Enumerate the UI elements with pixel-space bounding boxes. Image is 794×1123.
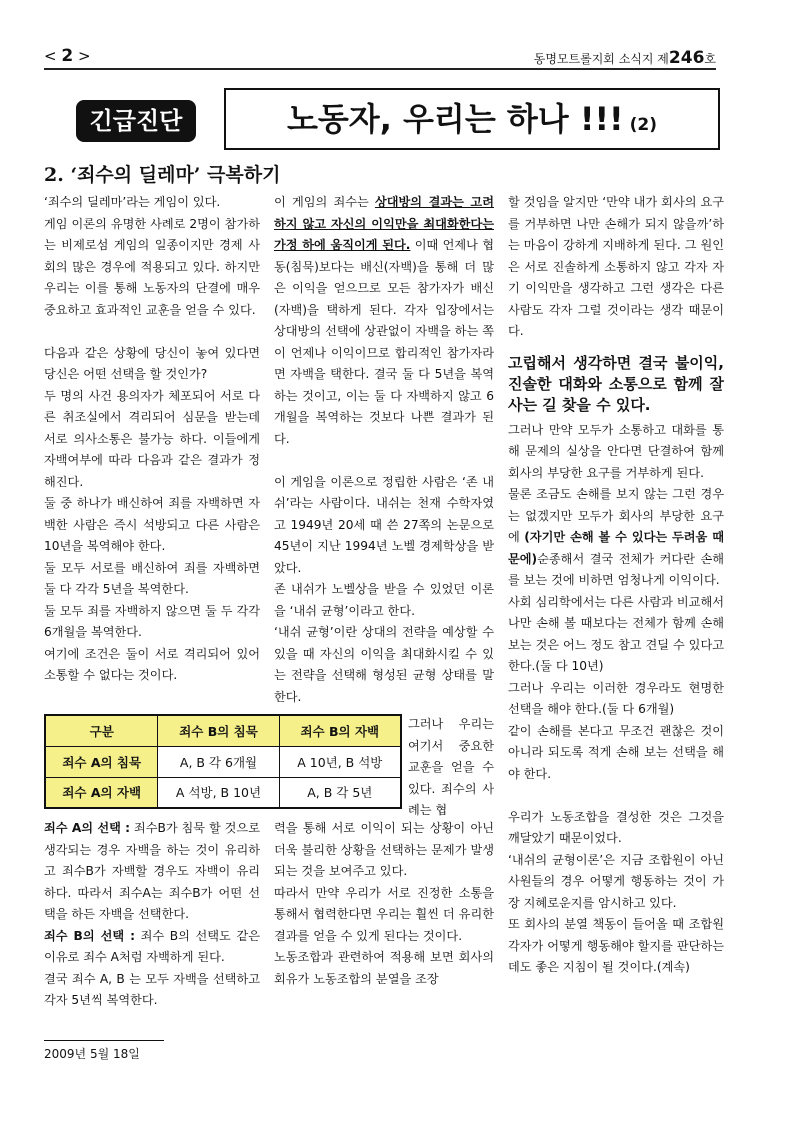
paragraph: 사회 심리학에서는 다른 사람과 비교해서 나만 손해 볼 때보다는 전체가 함께 손해 보는 것은 어느 정도 참고 견딜 수 있다고 한다.(둘 다 10년) (508, 594, 724, 673)
table-row (45, 777, 401, 808)
paragraph (508, 484, 724, 592)
table-header-cell: 죄수 B의 침묵 (158, 715, 279, 746)
issue-suffix: 호 (704, 52, 716, 66)
column-2 (274, 192, 494, 708)
paragraph: ‘죄수의 딜레마’라는 게임이 있다. (44, 195, 221, 209)
table-cell: A 석방, B 10년 (158, 777, 279, 808)
column-1 (44, 192, 260, 687)
paragraph: 노동조합과 관련하여 적용해 보면 회사의 회유가 노동조합의 분열을 조장 (274, 950, 494, 986)
table-header-row (45, 715, 401, 746)
table-header-cell: 죄수 B의 자백 (279, 715, 401, 746)
paragraph: 다음과 같은 상황에 당신이 놓여 있다면 당신은 어떤 선택을 할 것인가? (44, 345, 260, 381)
title-main: 노동자, 우리는 하나 !!! (286, 100, 624, 138)
paragraph: 할 것임을 알지만 ‘만약 내가 회사의 요구를 거부하면 나만 손해가 되지 않을까’하는 마음이 강하게 지배하게 된다. 그 원인은 서로 진솔하게 소통하지 않고 각자 자기 이익만을 생각하고 그런 생각은 다른 사람도 각자 그럴 것이라는 생각 때문이다. (508, 195, 724, 338)
table-row-label: 죄수 A의 자백 (45, 777, 158, 808)
page-header (44, 44, 716, 70)
paragraph: 우리가 노동조합을 결성한 것은 그것을 깨달았기 때문이었다. (508, 809, 724, 845)
paragraph: 둘 중 하나가 배신하여 죄를 자백하면 자백한 사람은 즉시 석방되고 다른 사람은 10년을 복역해야 한다. (44, 496, 260, 553)
issue-number: 246 (668, 48, 705, 68)
newsletter-name: 동명모트롤지회 소식지 제 (533, 52, 669, 66)
table-row (45, 746, 401, 777)
paragraph (44, 818, 260, 926)
text-run: 물론 조금도 손해를 보지 않는 그런 경우는 없겠지만 모두가 회사의 부당한 요구에 (508, 487, 724, 544)
paragraph: 둘 모두 서로를 배신하여 죄를 자백하면 둘 다 각각 5년을 복역한다. (44, 560, 260, 596)
table-side-text: 그러나 우리는 여기서 중요한 교훈을 얻을 수 있다. 죄수의 사례는 협 (408, 717, 494, 817)
table-header-cell: 구분 (45, 715, 158, 746)
choice-a-label: 죄수 A의 선택 : (44, 821, 131, 835)
subheading: 고립해서 생각하면 결국 불이익, 진솔한 대화와 소통으로 함께 잘 사는 길 찾을 수 있다. (508, 353, 724, 414)
section-title: 2. ‘죄수의 딜레마’ 극복하기 (44, 164, 281, 186)
paragraph: 또 회사의 분열 책동이 들어올 때 조합원 각자가 어떻게 행동해야 할지를 판단하는데도 좋은 지침이 될 것이다.(계속) (508, 917, 724, 974)
table-row-label: 죄수 A의 침묵 (45, 746, 158, 777)
text-run: 이 게임의 죄수는 (274, 195, 375, 209)
paragraph: 게임 이론의 유명한 사례로 2명이 참가하는 비제로섬 게임의 일종이지만 경제 사회의 많은 경우에 적용되고 있다. 하지만 우리는 이를 통해 노동자의 단결에 매우 중요하고 효과적인 교훈을 얻을 수 있다. (44, 216, 260, 317)
paragraph: 둘 모두 죄를 자백하지 않으면 둘 두 각각 6개월을 복역한다. (44, 603, 260, 639)
paragraph: 결국 죄수 A, B 는 모두 자백을 선택하고 각자 5년씩 복역한다. (44, 971, 260, 1007)
paragraph: ‘내쉬의 균형이론’은 지금 조합원이 아닌 사원들의 경우 어떻게 행동하는 것이 가장 지혜로운지를 암시하고 있다. (508, 852, 724, 910)
text-run: 이때 언제나 협동(침묵)보다는 배신(자백)을 통해 더 많은 이익을 얻으므로 모든 참가자가 배신(자백)을 택하게 된다. 각자 입장에서는 상대방의 선택에 상관없이 자백을 하는 쪽이 언제나 이익이므로 합리적인 참가자라면 자백을 택한다. 결국 둘 다 5년을 복역하는 것이고, 이는 둘 다 자백하지 않고 6개월을 복역하는 것보다 나쁜 결과가 된다. (274, 238, 495, 446)
column-3 (508, 192, 724, 979)
paragraph (274, 192, 494, 450)
page-number-value: 2 (61, 46, 74, 66)
category-tag: 긴급진단 (76, 100, 196, 142)
table-cell: A, B 각 6개월 (158, 746, 279, 777)
page-bracket-left: < (44, 47, 62, 65)
paragraph: 존 내쉬가 노벨상을 받을 수 있었던 이론을 ‘내쉬 균형’이라고 한다. (274, 582, 494, 618)
publication-date: 2009년 5월 18일 (44, 1040, 164, 1062)
prisoner-choices (44, 818, 260, 1012)
newsletter-issue (534, 48, 716, 68)
paragraph: 력을 통해 서로 이익이 되는 상황이 아닌 더욱 불리한 상황을 선택하는 문제가 발생되는 것을 보여주고 있다. (274, 821, 494, 878)
title-part: (2) (629, 115, 658, 135)
paragraph: 같이 손해를 본다고 무조건 괜찮은 것이 아니라 되도록 적게 손해 보는 선택을 해야 한다. (508, 723, 724, 781)
payoff-table (44, 714, 402, 809)
paragraph: 그러나 우리는 이러한 경우라도 현명한 선택을 해야 한다.(둘 다 6개월) (508, 680, 724, 716)
emphasis-bold: (자기만 손해 볼 수 있다는 두려움 때문에) (508, 530, 724, 566)
table-cell: A, B 각 5년 (279, 777, 401, 808)
choice-a-text: 죄수B가 침묵 할 것으로 생각되는 경우 자백을 하는 것이 유리하고 죄수B가 자백할 경우도 자백이 유리하다. 따라서 죄수A는 죄수B가 어떤 선택을 하든 자백을 선택한다. (44, 821, 260, 921)
paragraph (44, 926, 260, 969)
page-number (44, 46, 91, 66)
paragraph: ‘내쉬 균형’이란 상대의 전략을 예상할 수 있을 때 자신의 이익을 최대화시킬 수 있는 전략을 선택해 형성된 균형 상태를 말한다. (274, 625, 494, 704)
paragraph: 여기에 조건은 둘이 서로 격리되어 있어 소통할 수 없다는 것이다. (44, 646, 260, 682)
page-bracket-right: > (73, 47, 91, 65)
paragraph: 이 게임을 이론으로 정립한 사람은 ‘존 내쉬’라는 사람이다. 내쉬는 천재 수학자였고 1949년 20세 때 쓴 27쪽의 논문으로 45년이 지난 1994년 노벨 경제학상을 받았다. (274, 474, 494, 575)
table-cell: A 10년, B 석방 (279, 746, 401, 777)
choice-b-text: 죄수 B의 선택도 같은 이유로 죄수 A처럼 자백하게 된다. (44, 928, 260, 964)
paragraph: 그러나 만약 모두가 소통하고 대화를 통해 문제의 실상을 안다면 단결하여 함께 회사의 부당한 요구를 거부하게 된다. (508, 422, 724, 480)
paragraph: 두 명의 사건 용의자가 체포되어 서로 다른 취조실에서 격리되어 심문을 받는데 서로 의사소통은 불가능 하다. 이들에게 자백여부에 따라 다음과 같은 결과가 정해진다. (44, 388, 260, 489)
article-title (224, 88, 720, 150)
choice-b-label: 죄수 B의 선택 : (44, 928, 135, 943)
paragraph: 따라서 만약 우리가 서로 진정한 소통을 통해서 협력한다면 우리는 훨씬 더 유리한 결과를 얻을 수 있게 된다는 것이다. (274, 885, 494, 943)
text-run: 순종해서 결국 전체가 커다란 손해를 보는 것에 비하면 엄청나게 이익이다. (508, 551, 724, 587)
column-2-bottom (274, 818, 494, 990)
emphasis-underline: 상대방의 결과는 고려하지 않고 자신의 이익만을 최대화한다는 가정 하에 움직이게 된다. (274, 195, 494, 252)
